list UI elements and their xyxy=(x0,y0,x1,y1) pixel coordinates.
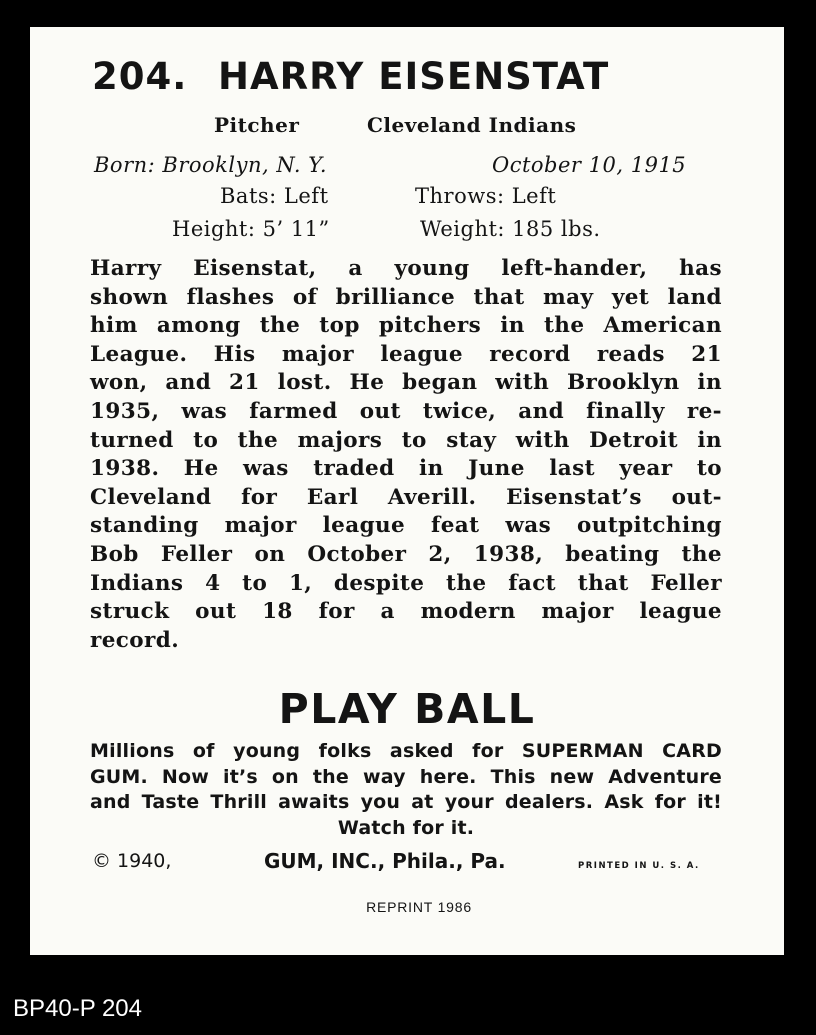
printed-in-usa: PRINTED IN U. S. A. xyxy=(578,861,700,871)
ad-line: GUM. Now it’s on the way here. This new Adventure xyxy=(90,765,722,788)
player-biography xyxy=(90,255,722,655)
publisher: GUM, INC., Phila., Pa. xyxy=(264,849,506,873)
bio-line: won, and 21 lost. He began with Brooklyn in xyxy=(90,370,722,396)
bats: Bats: Left xyxy=(220,184,329,208)
player-name: HARRY EISENSTAT xyxy=(218,55,610,98)
bio-line: Harry Eisenstat, a young left-hander, has xyxy=(90,256,722,281)
bio-line: Cleveland for Earl Averill. Eisenstat’s out- xyxy=(90,484,722,510)
ad-line: Watch for it. xyxy=(337,816,475,839)
weight: Weight: 185 lbs. xyxy=(420,217,601,241)
advertisement-text xyxy=(90,739,722,841)
player-team: Cleveland Indians xyxy=(367,113,577,137)
ad-line: and Taste Thrill awaits you at your dealers. Ask for it! xyxy=(90,791,722,813)
height: Height: 5’ 11” xyxy=(172,217,330,241)
bio-line: shown flashes of brilliance that may yet land xyxy=(90,284,722,310)
bio-line: standing major league feat was outpitching xyxy=(90,513,722,539)
bio-line: League. His major league record reads 21 xyxy=(90,341,722,367)
copyright: © 1940, xyxy=(92,850,172,872)
player-position: Pitcher xyxy=(214,113,300,137)
card-number: 204. xyxy=(92,55,188,98)
ad-line: Millions of young folks asked for SUPERMAN CARD xyxy=(90,740,722,762)
reprint-note: REPRINT 1986 xyxy=(366,899,472,915)
card-title xyxy=(92,55,609,98)
throws: Throws: Left xyxy=(415,184,557,208)
play-ball-heading: PLAY BALL xyxy=(278,685,536,733)
bio-line: 1935, was farmed out twice, and finally re- xyxy=(90,398,722,424)
image-caption: BP40-P 204 xyxy=(13,995,142,1022)
baseball-card-back xyxy=(30,27,784,955)
bio-line: Bob Feller on October 2, 1938, beating the xyxy=(90,541,722,567)
bio-line: 1938. He was traded in June last year to xyxy=(90,456,722,482)
bio-line: struck out 18 for a modern major league xyxy=(90,599,722,625)
bio-line: him among the top pitchers in the American xyxy=(90,313,722,339)
bio-line: record. xyxy=(90,627,180,653)
bio-line: Indians 4 to 1, despite the fact that Feller xyxy=(90,570,722,596)
birth-date: October 10, 1915 xyxy=(492,153,687,177)
bio-line: turned to the majors to stay with Detroit in xyxy=(90,427,722,453)
birthplace: Born: Brooklyn, N. Y. xyxy=(94,153,328,177)
